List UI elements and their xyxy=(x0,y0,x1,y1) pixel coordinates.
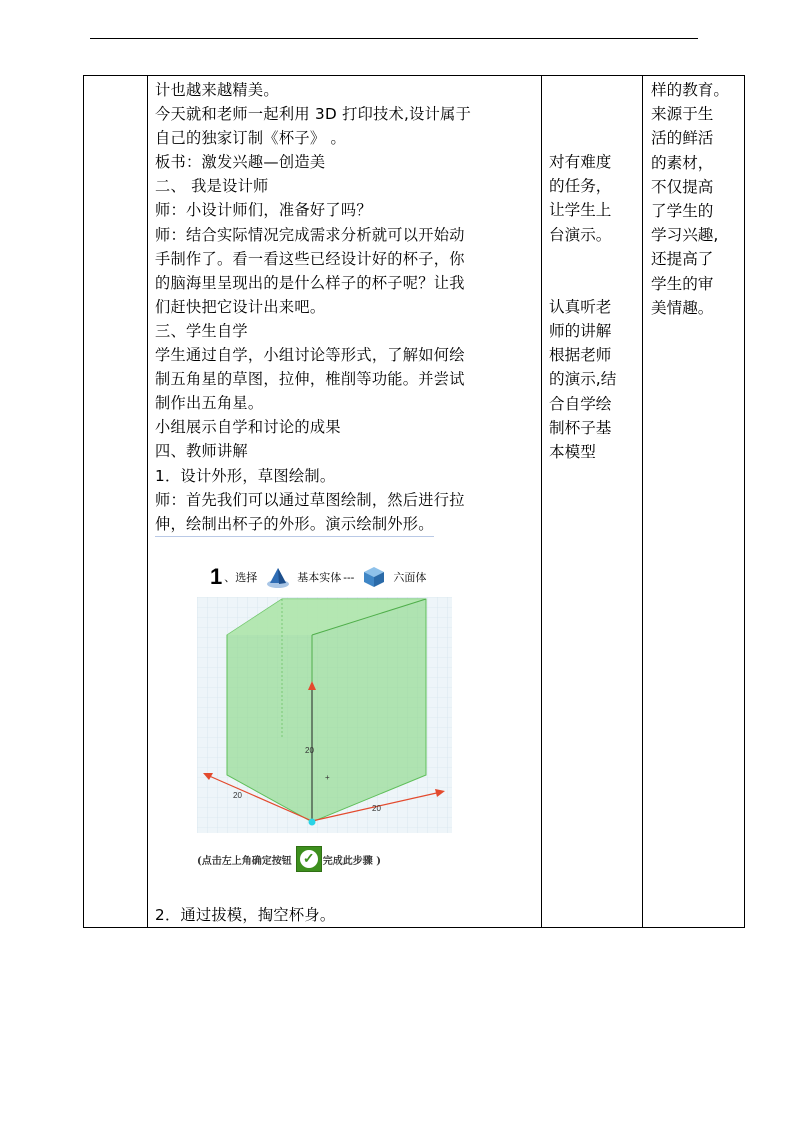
text-line: 小组展示自学和讨论的成果 xyxy=(155,418,341,437)
text-line: 手制作了。看一看这些已经设计好的杯子，你 xyxy=(155,249,465,268)
empty-cell xyxy=(84,76,148,928)
text-line: 计也越来越精美。 xyxy=(155,81,279,99)
text-line: 制杯子基 xyxy=(549,418,612,437)
text-line: 台演示。 xyxy=(549,225,612,244)
text-line: 根据老师 xyxy=(549,346,612,365)
text-line: 活的鲜活 xyxy=(651,129,714,148)
text-line: 师：首先我们可以通过草图绘制，然后进行拉 xyxy=(155,490,465,509)
teaching-process-cell xyxy=(148,76,542,928)
cad-step-figure xyxy=(197,559,457,879)
text-line: 自己的独家订制《杯子》 。 xyxy=(155,129,346,148)
text-line: 二、 我是设计师 xyxy=(155,177,269,196)
text-line: 合自学绘 xyxy=(549,394,612,413)
text-line: 制作出五角星。 xyxy=(155,394,264,413)
hexahedron-icon xyxy=(361,564,387,590)
text-line: 四、教师讲解 xyxy=(155,442,248,461)
text-line: 样的教育。 xyxy=(651,81,729,99)
text-line: 的素材， xyxy=(651,153,714,172)
text-line: 三、学生自学 xyxy=(155,321,248,340)
confirm-instruction xyxy=(197,845,381,873)
text-line: 来源于生 xyxy=(651,105,714,124)
confirm-check-button xyxy=(296,846,322,872)
left-dimension-label: 20 xyxy=(233,791,242,800)
text-line: 学生的审 xyxy=(651,274,714,293)
height-dimension-label: 20 xyxy=(305,746,314,755)
step-title xyxy=(210,562,426,592)
step-select-label: 、选择 xyxy=(224,571,258,584)
text-line: 还提高了 xyxy=(651,250,714,269)
text-line: 今天就和老师一起利用 3D 打印技术,设计属于 xyxy=(155,105,472,124)
text-line: 师：结合实际情况完成需求分析就可以开始动 xyxy=(155,225,465,244)
confirm-text-after: 完成此步骤 ) xyxy=(322,855,381,867)
header-rule xyxy=(90,38,698,39)
text-line: 认真听老 xyxy=(549,297,612,316)
text-line: 让学生上 xyxy=(549,201,612,220)
text-line: 1．设计外形，草图绘制。 xyxy=(155,466,336,485)
text-line: 制五角星的草图，拉伸，椎削等功能。并尝试 xyxy=(155,370,465,389)
right-dimension-label: 20 xyxy=(372,804,381,813)
text-line: 了学生的 xyxy=(651,202,714,221)
text-line: 师：小设计师们，准备好了吗？ xyxy=(155,201,372,220)
text-line: 们赶快把它设计出来吧。 xyxy=(155,297,326,316)
origin-point xyxy=(309,819,316,826)
separator-text: --- xyxy=(343,570,355,584)
confirm-text-before: (点击左上角确定按钮 xyxy=(197,855,292,867)
lesson-plan-table xyxy=(83,75,745,928)
center-marker-icon: + xyxy=(325,773,330,782)
teaching-process-text xyxy=(148,76,541,537)
text-line: 对有难度 xyxy=(549,153,612,171)
student-activity-cell xyxy=(542,76,643,928)
basic-solid-icon xyxy=(265,564,291,590)
step-number: 1 xyxy=(210,564,223,589)
text-line: 学生通过自学，小组讨论等形式，了解如何绘 xyxy=(155,346,465,365)
text-line: 板书：激发兴趣—创造美 xyxy=(155,153,326,172)
text-line: 本模型 xyxy=(549,443,596,462)
text-line: 2．通过拔模，掏空杯身。 xyxy=(155,906,336,924)
text-line: 学习兴趣, xyxy=(651,226,719,245)
cube-cad-view xyxy=(197,597,452,833)
text-line: 的任务， xyxy=(549,177,612,196)
text-line: 的演示,结 xyxy=(549,370,617,389)
text-line: 美情趣。 xyxy=(651,298,714,317)
design-intent-cell xyxy=(643,76,745,928)
text-line: 的脑海里呈现出的是什么样子的杯子呢？让我 xyxy=(155,273,465,292)
basic-solid-label: 基本实体 xyxy=(297,571,342,584)
text-line: 师的讲解 xyxy=(549,322,612,341)
underlined-text-line: 伸，绘制出杯子的外形。演示绘制外形。 xyxy=(155,512,434,537)
text-line: 不仅提高 xyxy=(651,177,714,196)
hexahedron-label: 六面体 xyxy=(393,571,427,584)
check-icon: ✓ xyxy=(300,850,318,868)
